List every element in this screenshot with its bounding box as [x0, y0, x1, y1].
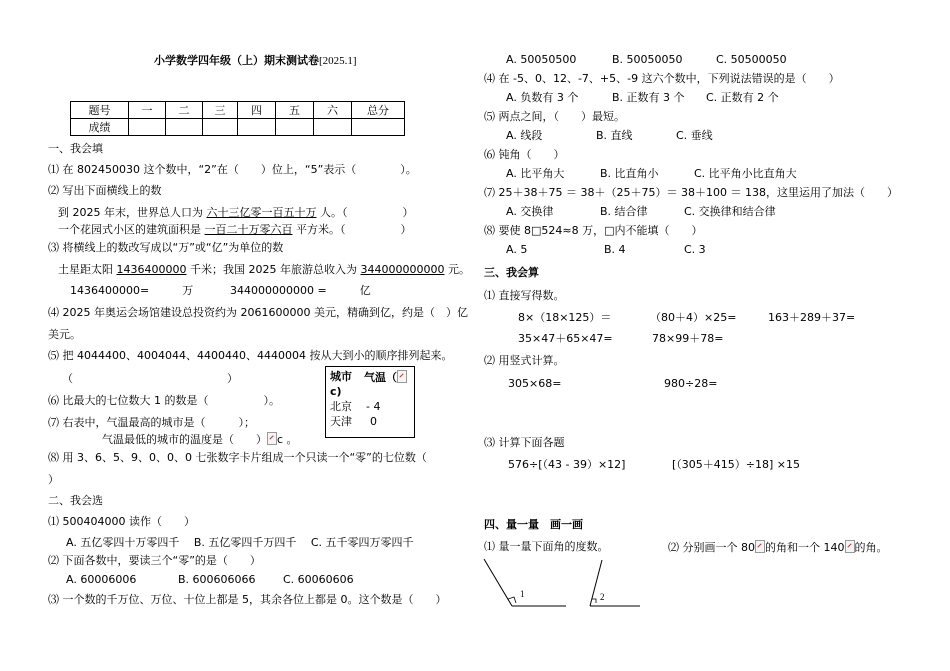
score-header-cell: 三: [203, 102, 238, 119]
q3a-2: 千米；我国 2025 年旅游总收入为: [186, 263, 361, 276]
section4-heading: 四、量一量 画一画: [484, 518, 583, 531]
score-input-cell[interactable]: [203, 119, 238, 136]
option-c: C. 3: [684, 243, 706, 256]
calc-item: 163＋289＋37=: [768, 311, 856, 324]
option-b: B. 正数有 3 个: [612, 91, 685, 104]
question-1-4-cont: 美元。: [48, 328, 81, 341]
weather-temp: - 4: [366, 400, 381, 413]
degree-image-icon: [755, 540, 765, 553]
q2b-underlined: 一百二十万零六百: [204, 223, 293, 236]
weather-header-city: 城市: [330, 370, 352, 383]
option-a: A. 线段: [506, 129, 543, 142]
q4-2-post: 的角。: [854, 541, 888, 554]
option-a: A. 比平角大: [506, 167, 565, 180]
degree-image-icon: [267, 432, 277, 445]
score-input-cell[interactable]: [166, 119, 203, 136]
title-date: [2025.1]: [319, 55, 357, 67]
score-header-cell: 一: [129, 102, 166, 119]
option-a: A. 60006006: [66, 573, 137, 586]
question-2-1: ⑴ 500404000 读作（ ）: [48, 515, 195, 528]
score-input-cell[interactable]: [276, 119, 314, 136]
option-a: A. 50050500: [506, 53, 577, 66]
angle-figures: [480, 555, 650, 610]
title-text: 小学数学四年级（上）期末测试卷: [154, 54, 319, 67]
calc-item: 305×68=: [508, 377, 562, 390]
question-1-4: ⑷ 2025 年奥运会场馆建设总投资约为 2061600000 美元，精确到亿，约是（ ）亿: [48, 306, 468, 319]
question-1-1: ⑴ 在 802450030 这个数中，“2”在（ ）位上，“5”表示（ ）。: [48, 163, 417, 176]
weather-table: [325, 366, 415, 438]
question-3-1: ⑴ 直接写得数。: [484, 289, 565, 302]
option-c: C. 正数有 2 个: [706, 91, 779, 104]
calc-item: 8×（18×125）＝: [518, 311, 612, 324]
calc-item: [（305＋415）÷18] ×15: [672, 458, 800, 471]
question-2-6: ⑹ 钝角（ ）: [484, 148, 565, 161]
q4-2-mid: 的角和一个 140: [765, 541, 845, 554]
question-2-4: ⑷ 在 -5、0、12、-7、+5、-9 这六个数中，下列说法错误的是（ ）: [484, 72, 840, 85]
score-row-label: 成绩: [71, 119, 129, 136]
option-c: C. 50500050: [716, 53, 787, 66]
question-2-5: ⑸ 两点之间，（ ）最短。: [484, 110, 625, 123]
calc-item: 980÷28=: [664, 377, 718, 390]
score-table: [70, 101, 405, 136]
weather-header-temp: [364, 370, 407, 385]
score-header-cell: 六: [314, 102, 352, 119]
calc-item: 35×47＋65×47=: [518, 332, 613, 345]
option-a: A. 负数有 3 个: [506, 91, 579, 104]
option-b: B. 结合律: [600, 205, 648, 218]
option-c: C. 60060606: [283, 573, 354, 586]
calc-item: （80＋4）×25=: [650, 311, 737, 324]
question-1-6: ⑹ 比最大的七位数大 1 的数是（ ）。: [48, 394, 280, 407]
q3a-1: 土星距太阳: [58, 263, 117, 276]
score-input-cell[interactable]: [129, 119, 166, 136]
calc-item: 576÷[（43 - 39）×12]: [508, 458, 626, 471]
section3-heading: 三、我会算: [484, 266, 539, 279]
q3a-u1: 1436400000: [116, 263, 187, 276]
q2a-underlined: 六十三亿零一百五十万: [206, 206, 317, 219]
q2a-pre: 到 2025 年末，世界总人口为: [58, 206, 207, 219]
angle1-ray: [484, 559, 512, 606]
score-header-cell: 二: [166, 102, 203, 119]
weather-city: 北京: [330, 400, 352, 413]
question-1-8-cont: ）: [48, 473, 59, 486]
q2a-post: 人。（ ）: [316, 206, 414, 219]
angle2-arc: [592, 599, 596, 603]
q3a-3: 元。: [444, 263, 470, 276]
option-c: C. 比平角小比直角大: [694, 167, 797, 180]
weather-temp: 0: [370, 415, 377, 428]
weather-city: 天津: [330, 415, 352, 428]
calc-item: 78×99＋78=: [652, 332, 724, 345]
score-header-cell: 总分: [352, 102, 405, 119]
score-input-cell[interactable]: [238, 119, 276, 136]
angle2-label: 2: [600, 592, 605, 602]
question-1-3: ⑶ 将横线上的数改写成以“万”或“亿”为单位的数: [48, 241, 284, 254]
option-b: B. 600606066: [178, 573, 256, 586]
score-header-cell: 五: [276, 102, 314, 119]
option-b: B. 比直角小: [600, 167, 659, 180]
option-c: C. 垂线: [676, 129, 713, 142]
weather-header-unit: c): [330, 385, 342, 398]
option-b: B. 50050050: [612, 53, 683, 66]
degree-image-icon: [845, 540, 855, 553]
q7b-end: c 。: [277, 433, 298, 446]
q4-2-pre: ⑵ 分别画一个 80: [668, 541, 755, 554]
question-1-8: ⑻ 用 3、6、5、9、0、0、0 七张数字卡片组成一个只读一个“零”的七位数（: [48, 451, 427, 464]
question-2-8: ⑻ 要使 8□524≈8 万，□内不能填（ ）: [484, 224, 703, 237]
option-b: B. 4: [604, 243, 626, 256]
question-2-2: ⑵ 下面各数中，要读三个“零”的是（ ）: [48, 554, 261, 567]
question-1-5: ⑸ 把 4044400、4004044、4400440、4440004 按从大到小的顺序排列起来。: [48, 349, 453, 362]
section1-heading: 一、我会填: [48, 142, 103, 155]
q2b-pre: 一个花园式小区的建筑面积是: [58, 223, 205, 236]
score-header-cell: 题号: [71, 102, 129, 119]
option-a: A. 5: [506, 243, 528, 256]
score-header-cell: 四: [238, 102, 276, 119]
angle1-label: 1: [520, 589, 525, 599]
question-1-3b-2: 344000000000 = 亿: [230, 284, 371, 297]
option-a: A. 交换律: [506, 205, 554, 218]
question-1-5-answer: （ ）: [62, 372, 238, 385]
section2-heading: 二、我会选: [48, 494, 103, 507]
question-2-7: ⑺ 25＋38＋75 ＝ 38＋（25＋75）＝ 38＋100 ＝ 138，这里运用了加法（ ）: [484, 186, 898, 199]
option-c: C. 交换律和结合律: [684, 205, 776, 218]
question-2-1-options: A. 五亿零四十万零四千 B. 五亿零四千万四千 C. 五千零四万零四千: [66, 536, 414, 549]
question-2-3: ⑶ 一个数的千万位、万位、十位上都是 5，其余各位上都是 0。这个数是（ ）: [48, 593, 447, 606]
score-input-cell[interactable]: [314, 119, 352, 136]
q2b-post: 平方米。（ ）: [292, 223, 412, 236]
question-4-2: [668, 540, 888, 555]
question-1-2b: [58, 223, 412, 237]
question-1-3a: [58, 263, 470, 277]
question-1-7: ⑺ 右表中，气温最高的城市是（ ）；: [48, 416, 255, 429]
degree-image-icon: [397, 370, 407, 383]
question-1-2a: [58, 206, 413, 220]
question-1-7b: [102, 432, 298, 447]
question-3-3: ⑶ 计算下面各题: [484, 436, 565, 449]
q7b-text: 气温最低的城市的温度是（ ）: [102, 433, 267, 446]
q3a-u2: 344000000000: [360, 263, 445, 276]
question-1-2: ⑵ 写出下面横线上的数: [48, 184, 162, 197]
page-title: [154, 54, 357, 68]
question-3-2: ⑵ 用竖式计算。: [484, 354, 565, 367]
option-b: B. 直线: [596, 129, 633, 142]
score-input-cell[interactable]: [352, 119, 405, 136]
weather-header-temp-text: 气温（: [364, 371, 397, 384]
question-4-1: ⑴ 量一量下面角的度数。: [484, 540, 609, 553]
question-1-3b-1: 1436400000= 万: [70, 284, 194, 297]
